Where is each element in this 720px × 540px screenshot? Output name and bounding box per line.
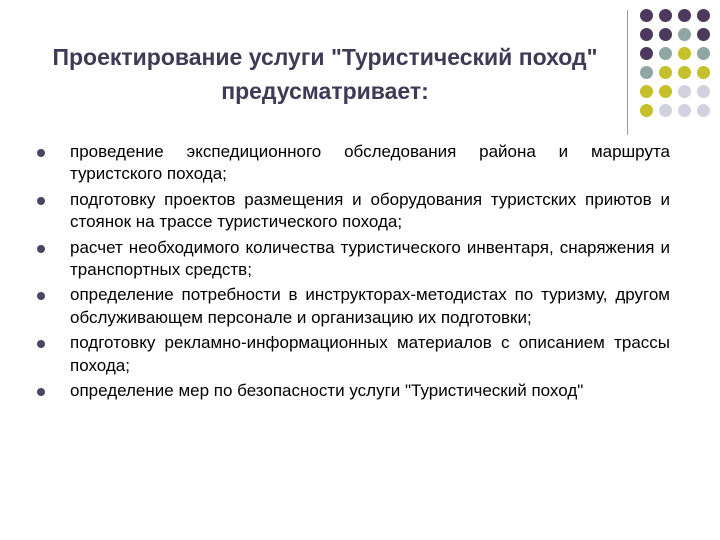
title-divider-line — [627, 10, 628, 135]
bullet-dot-icon — [37, 340, 45, 348]
bullet-item — [34, 141, 670, 186]
bullet-text: проведение экспедиционного обследования района и маршрута туристского похода; — [70, 142, 670, 184]
decorative-dot — [697, 85, 710, 98]
decorative-dot-grid — [636, 7, 720, 117]
decorative-dot — [659, 66, 672, 79]
bullet-text: расчет необходимого количества туристического инвентаря, снаряжения и транспортных средств; — [70, 237, 670, 280]
decorative-dot — [678, 85, 691, 98]
decorative-dot — [659, 28, 672, 41]
decorative-dot — [640, 47, 653, 60]
decorative-dot — [640, 66, 653, 79]
bullet-dot-icon — [37, 292, 45, 300]
bullet-text: подготовку рекламно-информационных материалов с описанием трассы похода; — [70, 333, 670, 375]
bullet-dot-icon — [37, 388, 45, 396]
decorative-dot — [678, 104, 691, 117]
decorative-dot — [640, 28, 653, 41]
decorative-dot — [697, 28, 710, 41]
decorative-dot — [659, 9, 672, 22]
decorative-dot — [697, 9, 710, 22]
decorative-dot — [640, 85, 653, 98]
slide-title: Проектирование услуги "Туристический поход" предусматривает: — [52, 44, 598, 104]
decorative-dot — [678, 9, 691, 22]
decorative-dot — [678, 47, 691, 60]
bullet-item — [34, 380, 670, 402]
decorative-dot — [659, 85, 672, 98]
decorative-dot — [678, 66, 691, 79]
decorative-dot — [659, 47, 672, 60]
bullet-text: определение мер по безопасности услуги "Туристический поход" — [70, 381, 584, 401]
bullet-item — [34, 189, 670, 234]
bullet-text: определение потребности в инструкторах-методистах по туризму, другом обслуживающем персонале и организацию их подготовки; — [70, 285, 670, 327]
bullet-item — [34, 284, 670, 329]
decorative-dot — [697, 104, 710, 117]
decorative-dot — [659, 104, 672, 117]
bullet-item — [34, 237, 670, 282]
bullet-dot-icon — [37, 149, 45, 157]
bullet-item — [34, 332, 670, 377]
bullet-list — [34, 141, 670, 405]
decorative-dot — [697, 66, 710, 79]
decorative-dot — [678, 28, 691, 41]
decorative-dot — [697, 47, 710, 60]
decorative-dot — [640, 104, 653, 117]
bullet-text: подготовку проектов размещения и оборудования туристских приютов и стоянок на трассе туристического похода; — [70, 189, 670, 232]
decorative-dot — [640, 9, 653, 22]
bullet-dot-icon — [37, 245, 45, 253]
bullet-dot-icon — [37, 197, 45, 205]
